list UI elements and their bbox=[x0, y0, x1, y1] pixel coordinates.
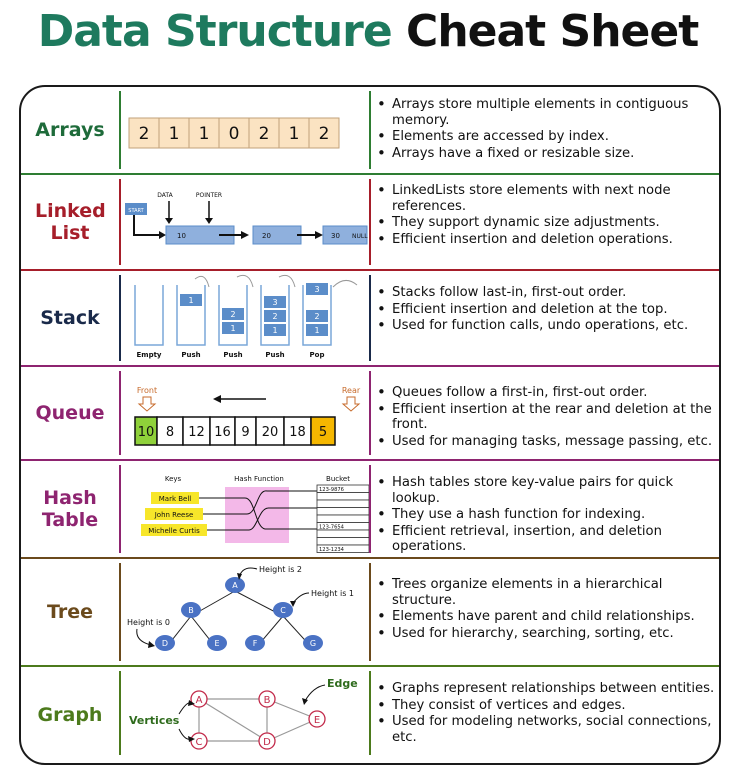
bullet: • Trees organize elements in a hierarchical structure. bbox=[373, 577, 715, 608]
queue-cell-value: 18 bbox=[289, 425, 306, 440]
hash-function-label: Hash Function bbox=[234, 475, 284, 483]
bullet: • Elements are accessed by index. bbox=[373, 129, 715, 145]
column-divider bbox=[119, 465, 121, 553]
height-label: Height is 2 bbox=[259, 565, 303, 574]
bullet: • Graphs represent relationships between entities. bbox=[373, 681, 715, 697]
bullet: • Efficient retrieval, insertion, and deletion operations. bbox=[373, 524, 715, 555]
height-label: Height is 1 bbox=[311, 589, 355, 598]
edge-label: Edge bbox=[327, 677, 358, 690]
bullets-linked-list bbox=[373, 175, 715, 269]
tree-diagram bbox=[121, 559, 369, 665]
bullet: • Efficient insertion at the rear and deletion at the front. bbox=[373, 402, 715, 433]
bullets-queue bbox=[373, 367, 715, 459]
bucket-value: 123-7654 bbox=[319, 524, 344, 531]
bullet: • They consist of vertices and edges. bbox=[373, 698, 715, 714]
column-divider bbox=[369, 671, 371, 755]
node-value: 10 bbox=[177, 232, 186, 240]
array-cell-value: 1 bbox=[198, 124, 210, 144]
stack-value: 1 bbox=[272, 326, 278, 335]
bullet: • Queues follow a first-in, first-out order. bbox=[373, 385, 715, 401]
queue-cell-value: 20 bbox=[261, 425, 279, 440]
page-title bbox=[0, 6, 736, 57]
bucket-slot bbox=[317, 538, 369, 546]
front-label: Front bbox=[136, 386, 158, 395]
queue-diagram bbox=[121, 367, 369, 459]
column-divider bbox=[119, 179, 121, 265]
rear-label: Rear bbox=[341, 386, 361, 395]
array-cell-value: 2 bbox=[318, 124, 330, 144]
stack-value: 2 bbox=[272, 312, 278, 321]
bucket-slot bbox=[317, 500, 369, 508]
pointer-label: POINTER bbox=[195, 192, 223, 199]
bullets-arrays bbox=[373, 87, 715, 173]
bullet: • Used for modeling networks, social connections, etc. bbox=[373, 714, 715, 745]
hash-table-diagram bbox=[121, 461, 369, 557]
tree-node-label: D bbox=[161, 639, 169, 648]
bullets-graph bbox=[373, 667, 715, 763]
bucket-value: 123-1234 bbox=[319, 547, 344, 553]
section-name-stack: Stack bbox=[40, 307, 100, 329]
queue-cell-value: 10 bbox=[137, 425, 155, 440]
height-label: Height is 0 bbox=[127, 618, 171, 627]
column-divider bbox=[369, 275, 371, 361]
keys-label: Keys bbox=[164, 475, 182, 483]
tree-node-label: C bbox=[280, 606, 286, 615]
section-name-arrays: Arrays bbox=[35, 119, 105, 141]
bullet: • Used for managing tasks, message passing, etc. bbox=[373, 434, 715, 450]
graph-diagram bbox=[121, 667, 369, 763]
bucket-label: Bucket bbox=[326, 475, 350, 483]
stack-diagram bbox=[121, 271, 369, 365]
tree-node-label: F bbox=[252, 639, 258, 648]
column-divider bbox=[119, 371, 121, 455]
stack-value: 3 bbox=[314, 285, 320, 294]
linked-list-diagram bbox=[121, 175, 369, 269]
bullet: • They support dynamic size adjustments. bbox=[373, 215, 715, 231]
bullets-tree bbox=[373, 559, 715, 665]
graph-vertex-label: A bbox=[195, 695, 203, 706]
bullet: • Hash tables store key-value pairs for quick lookup. bbox=[373, 475, 715, 506]
stack-value: 1 bbox=[188, 296, 194, 305]
title-part-2: Cheat Sheet bbox=[406, 6, 699, 57]
hash-key: Michelle Curtis bbox=[148, 527, 200, 535]
start-label: START bbox=[128, 208, 144, 214]
stack-value: 1 bbox=[314, 326, 320, 335]
stack-value: 2 bbox=[314, 312, 320, 321]
section-name-linked-list bbox=[21, 175, 119, 269]
section-name-queue: Queue bbox=[35, 402, 105, 424]
hash-key: John Reese bbox=[154, 511, 194, 519]
bullet: • They use a hash function for indexing. bbox=[373, 507, 715, 523]
graph-vertex-label: D bbox=[263, 737, 271, 748]
title-part-1: Data Structure bbox=[37, 6, 392, 57]
column-divider bbox=[369, 91, 371, 169]
stack-label: Push bbox=[265, 351, 285, 359]
vertices-label: Vertices bbox=[129, 714, 180, 727]
column-divider bbox=[119, 563, 121, 661]
column-divider bbox=[369, 465, 371, 553]
array-cell-value: 0 bbox=[228, 124, 240, 144]
arrays-diagram bbox=[121, 87, 369, 173]
bullet: • LinkedLists store elements with next node references. bbox=[373, 183, 715, 214]
array-cell-value: 1 bbox=[168, 124, 180, 144]
hash-key: Mark Bell bbox=[158, 495, 192, 503]
stack-value: 2 bbox=[230, 310, 236, 319]
bullet: • Efficient insertion and deletion operations. bbox=[373, 232, 715, 248]
stack-value: 3 bbox=[272, 298, 278, 307]
bucket-slot bbox=[317, 530, 369, 538]
tree-node-label: B bbox=[188, 606, 194, 615]
section-label: Hash Table bbox=[41, 487, 99, 531]
queue-cell-value: 5 bbox=[318, 425, 328, 440]
queue-cell-value: 12 bbox=[188, 425, 205, 440]
bullet: • Used for function calls, undo operations, etc. bbox=[373, 318, 715, 334]
bucket-value: 123-9876 bbox=[319, 487, 344, 493]
section-name-tree: Tree bbox=[46, 601, 93, 623]
tree-node-label: E bbox=[214, 639, 220, 648]
graph-vertex-label: E bbox=[313, 715, 321, 726]
section-label: Linked List bbox=[35, 200, 106, 244]
bullet: • Elements have parent and child relationships. bbox=[373, 609, 715, 625]
stack-value: 1 bbox=[230, 324, 236, 333]
bullet: • Efficient insertion and deletion at the top. bbox=[373, 302, 715, 318]
tree-node-label: G bbox=[309, 639, 317, 648]
column-divider bbox=[119, 671, 121, 755]
section-name-graph: Graph bbox=[37, 704, 103, 726]
stack-label: Empty bbox=[136, 351, 162, 359]
bullet: • Used for hierarchy, searching, sorting, etc. bbox=[373, 626, 715, 642]
bullet: • Arrays have a fixed or resizable size. bbox=[373, 146, 715, 162]
node-value: 20 bbox=[262, 232, 271, 240]
bullet: • Arrays store multiple elements in contiguous memory. bbox=[373, 97, 715, 128]
column-divider bbox=[119, 91, 121, 169]
array-cell-value: 1 bbox=[288, 124, 300, 144]
bucket-slot bbox=[317, 508, 369, 516]
stack-label: Push bbox=[181, 351, 201, 359]
bucket-slot bbox=[317, 515, 369, 523]
bullets-stack bbox=[373, 271, 715, 365]
node-value: 30 bbox=[331, 232, 340, 240]
null-label: NULL bbox=[352, 233, 368, 240]
queue-cell-value: 8 bbox=[165, 425, 175, 440]
section-name-hash-table bbox=[21, 461, 119, 557]
graph-vertex-label: C bbox=[195, 737, 203, 748]
array-cell-value: 2 bbox=[258, 124, 270, 144]
column-divider bbox=[369, 371, 371, 455]
bucket-slot bbox=[317, 493, 369, 501]
graph-vertex-label: B bbox=[263, 695, 271, 706]
cheat-sheet-card bbox=[19, 85, 721, 765]
array-cell-value: 2 bbox=[138, 124, 150, 144]
column-divider bbox=[369, 563, 371, 661]
bullets-hash-table bbox=[373, 461, 715, 557]
stack-label: Push bbox=[223, 351, 243, 359]
column-divider bbox=[119, 275, 121, 361]
queue-cell-value: 9 bbox=[241, 425, 250, 440]
tree-node-label: A bbox=[232, 581, 238, 590]
column-divider bbox=[369, 179, 371, 265]
stack-label: Pop bbox=[309, 351, 325, 359]
queue-cell-value: 16 bbox=[214, 425, 231, 440]
data-label: DATA bbox=[157, 192, 173, 199]
bullet: • Stacks follow last-in, first-out order. bbox=[373, 285, 715, 301]
